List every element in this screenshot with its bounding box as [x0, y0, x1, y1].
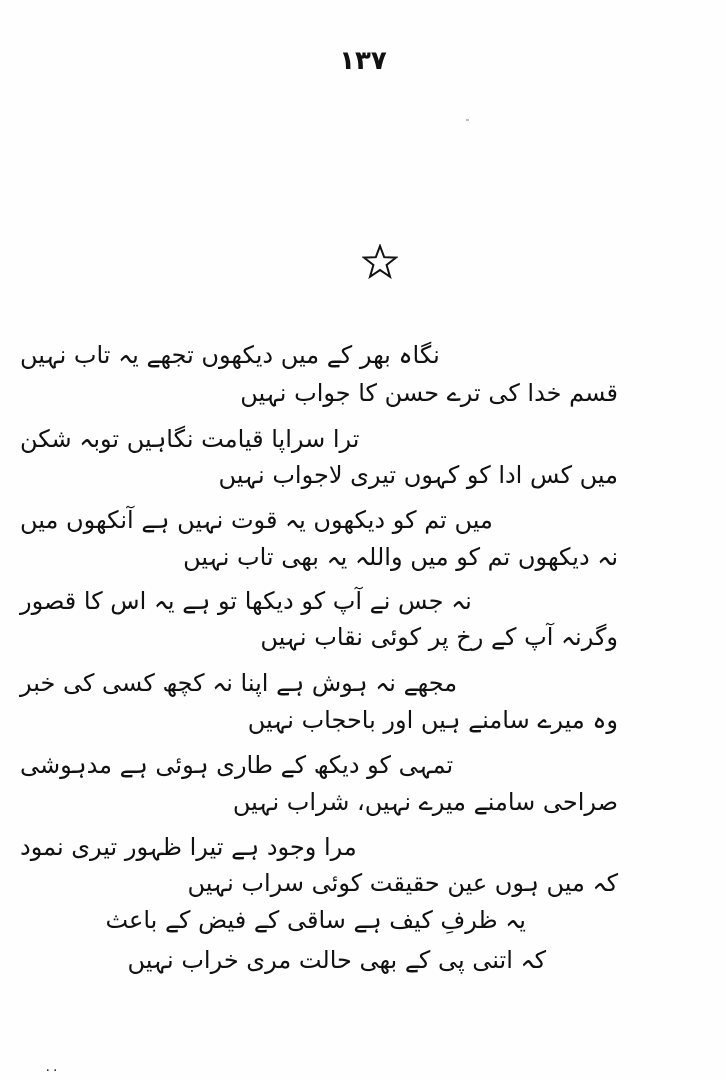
verse-line-2: قسم خدا کی ترے حسن کا جواب نہیں	[240, 379, 618, 407]
verse-line-15: یہ ظرفِ کیف ہے ساقی کے فیض کے باعث	[105, 906, 526, 934]
print-speck	[466, 119, 469, 121]
corner-mark: ۰۰	[44, 1062, 60, 1078]
verse-line-10: وہ میرے سامنے ہیں اور باحجاب نہیں	[247, 706, 618, 734]
star-outline-icon	[362, 244, 398, 280]
verse-line-12: صراحی سامنے میرے نہیں، شراب نہیں	[232, 788, 618, 816]
verse-line-3: ترا سراپا قیامت نگاہیں توبہ شکن	[20, 425, 360, 453]
verse-line-4: میں کس ادا کو کہوں تیری لاجواب نہیں	[218, 461, 618, 489]
verse-line-16: کہ اتنی پی کے بھی حالت مری خراب نہیں	[127, 946, 546, 974]
verse-line-13: مرا وجود ہے تیرا ظہور تیری نمود	[20, 833, 357, 861]
verse-line-6: نہ دیکھوں تم کو میں واللہ یہ بھی تاب نہیں	[183, 543, 618, 571]
verse-line-14: کہ میں ہوں عین حقیقت کوئی سراب نہیں	[187, 869, 618, 897]
verse-line-1: نگاہ بھر کے میں دیکھوں تجھے یہ تاب نہیں	[20, 341, 440, 369]
verse-line-8: وگرنہ آپ کے رخ پر کوئی نقاب نہیں	[260, 623, 618, 651]
verse-line-9: مجھے نہ ہوش ہے اپنا نہ کچھ کسی کی خبر	[20, 669, 458, 697]
verse-line-11: تمہی کو دیکھ کے طاری ہوئی ہے مدہوشی	[20, 751, 454, 779]
verse-line-7: نہ جس نے آپ کو دیکھا تو ہے یہ اس کا قصور	[20, 587, 472, 615]
verse-line-5: میں تم کو دیکھوں یہ قوت نہیں ہے آنکھوں میں	[20, 506, 493, 534]
page-number: ۱۳۷	[339, 46, 387, 76]
